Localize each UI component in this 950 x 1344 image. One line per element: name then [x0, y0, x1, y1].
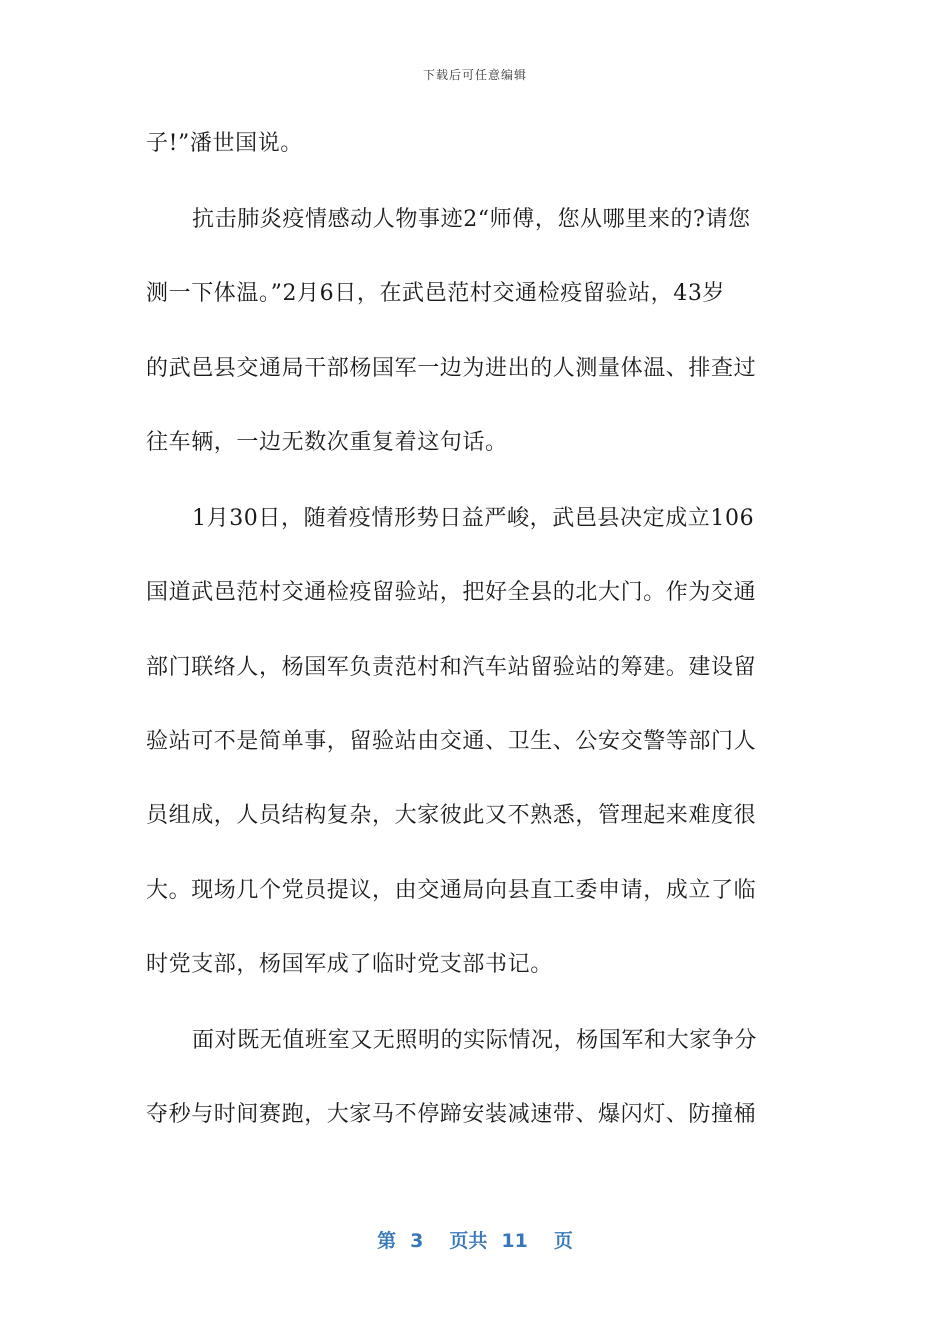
text-line: 夺秒与时间赛跑，大家马不停蹄安装减速带、爆闪灯、防撞桶 — [146, 1102, 757, 1127]
text-line: 往车辆，一边无数次重复着这句话。 — [146, 430, 508, 455]
text-line: 抗击肺炎疫情感动人物事迹2“师傅，您从哪里来的?请您 — [192, 207, 751, 232]
footer-middle: 页共 — [449, 1230, 488, 1252]
text-line: 大。现场几个党员提议，由交通局向县直工委申请，成立了临 — [146, 878, 757, 903]
page-header: 下载后可任意编辑 — [422, 68, 527, 82]
footer-prefix: 第 — [377, 1230, 397, 1252]
page-footer — [0, 1226, 950, 1253]
text-line: 时党支部，杨国军成了临时党支部书记。 — [146, 952, 553, 977]
text-line: 1月30日，随着疫情形势日益严峻，武邑县决定成立106 — [192, 506, 755, 531]
text-line: 的武邑县交通局干部杨国军一边为进出的人测量体温、排查过 — [146, 356, 757, 381]
text-line: 员组成，人员结构复杂，大家彼此又不熟悉，管理起来难度很 — [146, 803, 757, 828]
text-line: 面对既无值班室又无照明的实际情况，杨国军和大家争分 — [192, 1028, 758, 1053]
text-line: 国道武邑范村交通检疫留验站，把好全县的北大门。作为交通 — [146, 580, 757, 605]
current-page-number: 3 — [410, 1230, 424, 1252]
text-line: 验站可不是简单事，留验站由交通、卫生、公安交警等部门人 — [146, 729, 757, 754]
text-line: 测一下体温。”2月6日，在武邑范村交通检疫留验站，43岁 — [146, 281, 726, 306]
text-line: 部门联络人，杨国军负责范村和汽车站留验站的筹建。建设留 — [146, 655, 757, 680]
text-line: 子!”潘世国说。 — [146, 131, 303, 156]
total-page-count: 11 — [501, 1230, 528, 1252]
footer-suffix: 页 — [553, 1230, 573, 1252]
